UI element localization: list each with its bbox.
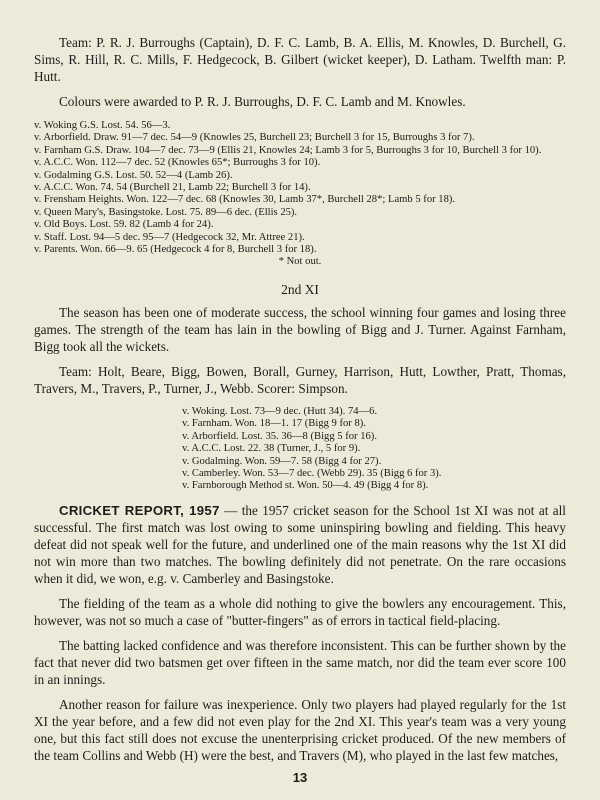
result-item: v. Staff. Lost. 94—5 dec. 95—7 (Hedgecock 32, Mr. Attree 21).	[34, 231, 305, 243]
not-out-note: * Not out.	[278, 256, 322, 268]
result-item: v. A.C.C. Won. 112—7 dec. 52 (Knowles 65*; Burroughs 3 for 10).	[34, 157, 321, 169]
result-item: v. Farnham G.S. Draw. 104—7 dec. 73—9 (Ellis 21, Knowles 24; Lamb 3 for 5, Burroughs 3 for 10, Burchell 3 for 10).	[34, 144, 542, 156]
first-xi-team: Team: P. R. J. Burroughs (Captain), D. F. C. Lamb, B. A. Ellis, M. Knowles, D. Burchell, G. Sims, R. Hill, R. C. Mills, F. Hedgecock, B. Gilbert (wicket keeper), D. Latham. Twelfth man: P. Hutt.	[34, 35, 566, 84]
result-item: v. Godalming G.S. Lost. 50. 52—4 (Lamb 26).	[34, 169, 233, 181]
report-paragraph-3: The batting lacked confidence and was therefore inconsistent. This can be further shown by the fact that never did two batsmen get over fifteen in the same match, nor did the team ever score 100 in an innings.	[34, 637, 566, 687]
result-item: v. Camberley. Won. 53—7 dec. (Webb 29). 35 (Bigg 6 for 3).	[182, 467, 442, 479]
result-item: v. Godalming. Won. 59—7. 58 (Bigg 4 for 27).	[182, 455, 382, 467]
first-xi-colours: Colours were awarded to P. R. J. Burroughs, D. F. C. Lamb and M. Knowles.	[59, 94, 466, 109]
report-paragraph-2: The fielding of the team as a whole did nothing to give the bowlers any encouragement. This, however, was not so much a case of "butter-fingers" as of errors in tactical field-placing.	[34, 595, 566, 628]
result-item: v. Parents. Won. 66—9. 65 (Hedgecock 4 for 8, Burchell 3 for 18).	[34, 244, 317, 256]
result-item: v. Woking G.S. Lost. 54. 56—3.	[34, 120, 171, 131]
result-item: v. Frensham Heights. Won. 122—7 dec. 68 (Knowles 30, Lamb 37*, Burchell 28*; Lamb 5 for 18).	[34, 194, 456, 206]
second-xi-heading: 2nd XI	[281, 281, 319, 297]
first-xi-results-list	[34, 120, 566, 256]
report-paragraph-1	[34, 502, 566, 587]
report-title: CRICKET REPORT, 1957	[59, 502, 220, 518]
report-paragraph-4: Another reason for failure was inexperience. Only two players had played regularly for the 1st XI the year before, and a few did not even play for the 2nd XI. This year's team was a very young one, but this fact still does not excuse the unenterprising cricket produced. Of the new members of the team Collins and Webb (H) were the best, and Travers (M), who played in the last few matches,	[34, 696, 566, 763]
result-item: v. Queen Mary's, Basingstoke. Lost. 75. 89—6 dec. (Ellis 25).	[34, 206, 298, 218]
result-item: v. A.C.C. Lost. 22. 38 (Turner, J., 5 for 9).	[182, 443, 361, 455]
result-item: v. Farnborough Method st. Won. 50—4. 49 (Bigg 4 for 8).	[182, 480, 429, 492]
result-item: v. Farnham. Won. 18—1. 17 (Bigg 9 for 8).	[182, 418, 366, 430]
report-paragraph-1-text: — the 1957 cricket season for the School 1st XI was not at all successful. The first match was lost owing to some uninspiring bowling and fielding. This heavy defeat did not speak well for the future, and underlined one of the main reasons why the 1st XI did not win more than two matches. The bowling definitely did not penetrate. On the rare occasions when it did, we won, e.g. v. Camberley and Basingstoke.	[34, 502, 566, 586]
result-item: v. Arborfield. Draw. 91—7 dec. 54—9 (Knowles 25, Burchell 23; Burchell 3 for 15, Burroughs 3 for 7).	[34, 132, 475, 144]
second-xi-results-list	[182, 406, 566, 493]
result-item: v. Woking. Lost. 73—9 dec. (Hutt 34). 74—6.	[182, 405, 378, 417]
page-number: 13	[292, 770, 308, 785]
second-xi-summary: The season has been one of moderate success, the school winning four games and losing three games. The strength of the team has lain in the bowling of Bigg and J. Turner. Against Farnham, Bigg took all the wickets.	[34, 304, 566, 354]
result-item: v. Arborfield. Lost. 35. 36—8 (Bigg 5 for 16).	[182, 430, 377, 442]
result-item: v. Old Boys. Lost. 59. 82 (Lamb 4 for 24).	[34, 219, 214, 231]
second-xi-team: Team: Holt, Beare, Bigg, Bowen, Borall, Gurney, Harrison, Hutt, Lowther, Pratt, Thomas, Travers, M., Travers, P., Turner, J., Webb. Scorer: Simpson.	[34, 363, 566, 396]
result-item: v. A.C.C. Won. 74. 54 (Burchell 21, Lamb 22; Burchell 3 for 14).	[34, 182, 311, 194]
